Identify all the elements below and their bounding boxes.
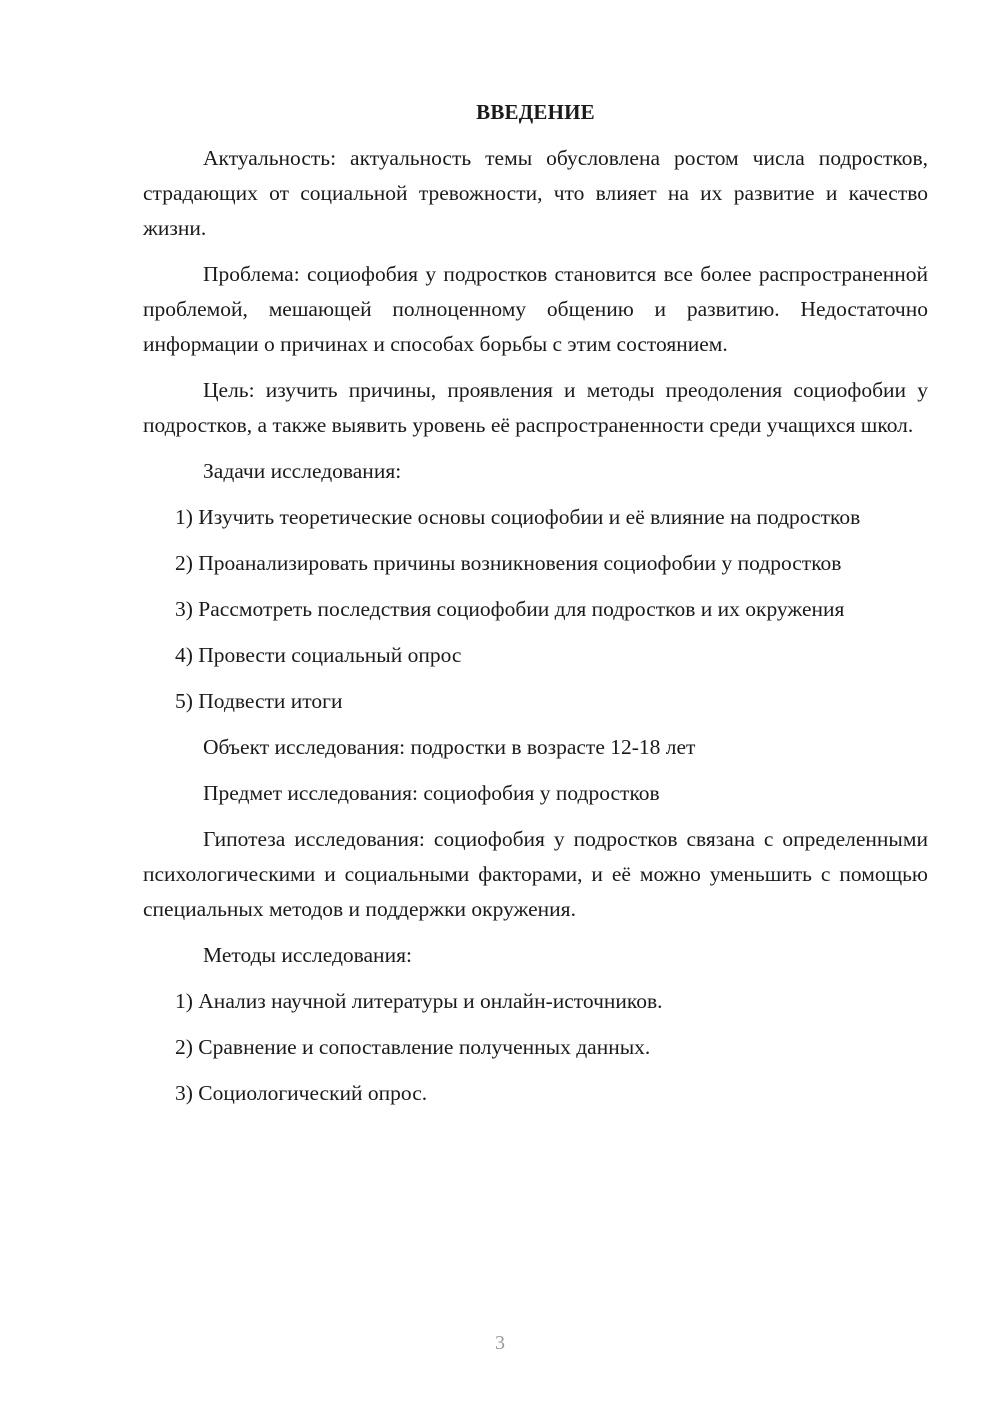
page-number: 3: [495, 1332, 505, 1354]
tasks-heading: Задачи исследования:: [203, 459, 402, 483]
task-item: 3) Рассмотреть последствия социофобии для подростков и их окружения: [175, 597, 845, 621]
task-item: 1) Изучить теоретические основы социофобии и её влияние на подростков: [175, 505, 861, 529]
method-item: 3) Социологический опрос.: [175, 1081, 428, 1105]
section-title: ВВЕДЕНИЕ: [476, 100, 595, 124]
research-hypothesis: Гипотеза исследования: социофобия у подростков связана с определенными психологическими и социальными факторами, и её можно уменьшить с помощью специальных методов и поддержки окружения.: [143, 827, 928, 921]
research-object: Объект исследования: подростки в возрасте 12-18 лет: [203, 735, 696, 759]
method-item: 1) Анализ научной литературы и онлайн-источников.: [175, 989, 663, 1013]
method-item: 2) Сравнение и сопоставление полученных данных.: [175, 1035, 651, 1059]
document-page: [143, 95, 928, 1122]
task-item: 4) Провести социальный опрос: [175, 643, 462, 667]
relevance-paragraph: Актуальность: актуальность темы обусловлена ростом числа подростков, страдающих от социальной тревожности, что влияет на их развитие и качество жизни.: [143, 146, 928, 240]
research-subject: Предмет исследования: социофобия у подростков: [203, 781, 660, 805]
methods-heading: Методы исследования:: [203, 943, 412, 967]
goal-paragraph: Цель: изучить причины, проявления и методы преодоления социофобии у подростков, а также выявить уровень её распространенности среди учащихся школ.: [143, 378, 928, 437]
problem-paragraph: Проблема: социофобия у подростков становится все более распространенной проблемой, мешающей полноценному общению и развитию. Недостаточно информации о причинах и способах борьбы с этим состоянием.: [143, 262, 928, 356]
task-item: 2) Проанализировать причины возникновения социофобии у подростков: [175, 551, 842, 575]
task-item: 5) Подвести итоги: [175, 689, 343, 713]
